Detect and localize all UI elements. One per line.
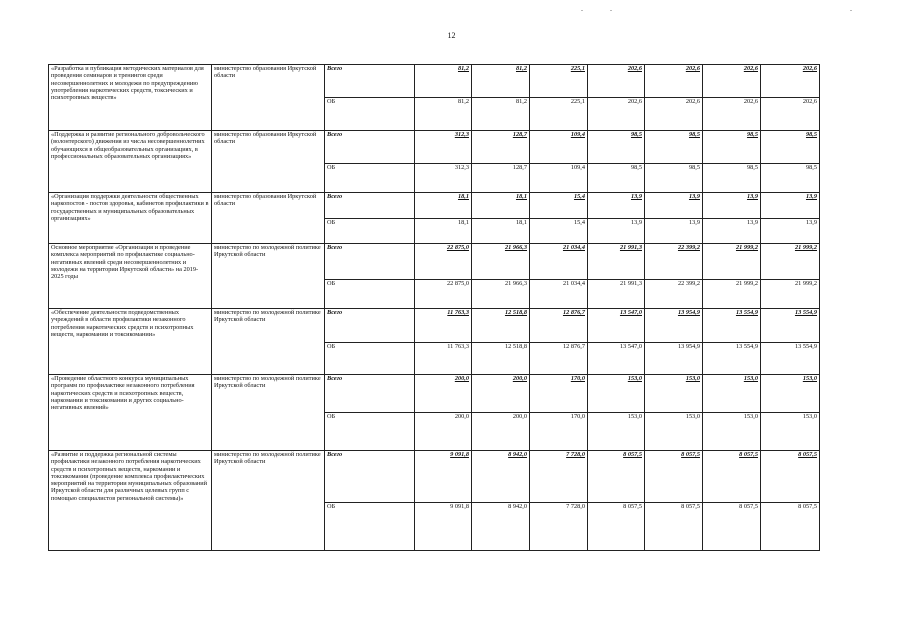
- ob-value: 8 942,0: [472, 503, 530, 551]
- total-value: 8 057,5: [645, 451, 703, 503]
- total-value: 18,1: [472, 193, 530, 219]
- total-value: 8 057,5: [761, 451, 820, 503]
- ob-value: 98,5: [703, 164, 761, 193]
- ob-value: 200,0: [472, 413, 530, 451]
- funding-source-total: Всего: [325, 65, 415, 98]
- funding-source-total: Всего: [325, 193, 415, 219]
- total-value: 21 999,2: [761, 244, 820, 280]
- total-value: 13 954,9: [645, 309, 703, 343]
- total-value: 13,9: [761, 193, 820, 219]
- total-value: 13 554,9: [703, 309, 761, 343]
- total-value: 170,0: [530, 375, 588, 413]
- total-value: 13,9: [588, 193, 645, 219]
- executor-org: министерство образования Иркутской области: [212, 131, 325, 193]
- total-value: 8 057,5: [703, 451, 761, 503]
- table-row-total: [49, 131, 820, 164]
- scan-speck: [850, 10, 852, 11]
- total-value: 7 728,0: [530, 451, 588, 503]
- total-value: 109,4: [530, 131, 588, 164]
- funding-source-total: Всего: [325, 131, 415, 164]
- ob-value: 13 547,0: [588, 343, 645, 375]
- total-value: 9 091,8: [415, 451, 472, 503]
- ob-value: 18,1: [472, 219, 530, 244]
- ob-value: 7 728,0: [530, 503, 588, 551]
- ob-value: 12 518,8: [472, 343, 530, 375]
- ob-value: 13,9: [761, 219, 820, 244]
- ob-value: 202,6: [703, 98, 761, 131]
- total-value: 8 942,0: [472, 451, 530, 503]
- total-value: 225,1: [530, 65, 588, 98]
- total-value: 12 518,8: [472, 309, 530, 343]
- event-name: «Поддержка и развитие регионального добровольческого (волонтерского) движения из числа несовершеннолетних обучающихся в общеобразовательных организациях, в профессиональных образовательных организациях»: [49, 131, 212, 193]
- ob-value: 9 091,8: [415, 503, 472, 551]
- scan-speck: [610, 10, 612, 11]
- ob-value: 21 966,3: [472, 280, 530, 309]
- total-value: 21 034,4: [530, 244, 588, 280]
- table-row-total: [49, 309, 820, 343]
- total-value: 153,0: [761, 375, 820, 413]
- total-value: 13,9: [645, 193, 703, 219]
- total-value: 22 399,2: [645, 244, 703, 280]
- ob-value: 8 057,5: [588, 503, 645, 551]
- ob-value: 15,4: [530, 219, 588, 244]
- event-name: «Разработка и публикация методических материалов для проведения семинаров и тренингов среди несовершеннолетних и молодежи по предупреждению употребления наркотических средств, токсических и психотропных веществ»: [49, 65, 212, 131]
- funding-source-ob: ОБ: [325, 98, 415, 131]
- total-value: 11 763,3: [415, 309, 472, 343]
- ob-value: 153,0: [761, 413, 820, 451]
- ob-value: 13,9: [645, 219, 703, 244]
- funding-source-total: Всего: [325, 309, 415, 343]
- event-name: «Организация поддержки деятельности общественных наркопостов - постов здоровья, кабинетов профилактики в государственных и муниципальных образовательных организациях»: [49, 193, 212, 244]
- funding-source-ob: ОБ: [325, 503, 415, 551]
- ob-value: 18,1: [415, 219, 472, 244]
- ob-value: 8 057,5: [703, 503, 761, 551]
- table-row-total: [49, 244, 820, 280]
- table-row-total: [49, 193, 820, 219]
- ob-value: 128,7: [472, 164, 530, 193]
- ob-value: 200,0: [415, 413, 472, 451]
- ob-value: 202,6: [588, 98, 645, 131]
- ob-value: 202,6: [761, 98, 820, 131]
- total-value: 12 876,7: [530, 309, 588, 343]
- event-name: «Развитие и поддержка региональной системы профилактики незаконного потребления наркотических средств и психотропных веществ, наркомании и токсикомании (проведение комплекса профилактических мероприятий на территории муниципальных образований Иркутской области для различных целевых групп с помощью специалистов региональной системы)»: [49, 451, 212, 551]
- event-name: «Проведение областного конкурса муниципальных программ по профилактике незаконного потребления наркотических средств и психотропных веществ, наркомании и токсикомании и других социально-негативных явлений»: [49, 375, 212, 451]
- ob-value: 153,0: [703, 413, 761, 451]
- ob-value: 153,0: [588, 413, 645, 451]
- ob-value: 21 991,3: [588, 280, 645, 309]
- total-value: 13,9: [703, 193, 761, 219]
- ob-value: 98,5: [761, 164, 820, 193]
- ob-value: 13 554,9: [703, 343, 761, 375]
- total-value: 312,3: [415, 131, 472, 164]
- ob-value: 12 876,7: [530, 343, 588, 375]
- ob-value: 8 057,5: [645, 503, 703, 551]
- executor-org: министерство образования Иркутской области: [212, 193, 325, 244]
- ob-value: 153,0: [645, 413, 703, 451]
- table-row-total: [49, 375, 820, 413]
- executor-org: министерство по молодежной политике Иркутской области: [212, 451, 325, 551]
- total-value: 202,6: [703, 65, 761, 98]
- page-number: 12: [447, 31, 456, 40]
- ob-value: 312,3: [415, 164, 472, 193]
- total-value: 22 875,0: [415, 244, 472, 280]
- funding-source-ob: ОБ: [325, 343, 415, 375]
- funding-source-total: Всего: [325, 244, 415, 280]
- total-value: 13 554,9: [761, 309, 820, 343]
- funding-source-total: Всего: [325, 451, 415, 503]
- total-value: 81,2: [472, 65, 530, 98]
- ob-value: 21 034,4: [530, 280, 588, 309]
- total-value: 200,0: [415, 375, 472, 413]
- ob-value: 13,9: [588, 219, 645, 244]
- funding-source-ob: ОБ: [325, 219, 415, 244]
- total-value: 21 991,3: [588, 244, 645, 280]
- total-value: 128,7: [472, 131, 530, 164]
- executor-org: министерство по молодежной политике Иркутской области: [212, 309, 325, 375]
- total-value: 202,6: [761, 65, 820, 98]
- event-name: Основное мероприятие «Организация и проведение комплекса мероприятий по профилактике социально-негативных явлений среди несовершеннолетних и молодежи на территории Иркутской области» на 2019-2025 годы: [49, 244, 212, 309]
- ob-value: 202,6: [645, 98, 703, 131]
- ob-value: 8 057,5: [761, 503, 820, 551]
- ob-value: 13 954,9: [645, 343, 703, 375]
- total-value: 98,5: [588, 131, 645, 164]
- total-value: 8 057,5: [588, 451, 645, 503]
- ob-value: 170,0: [530, 413, 588, 451]
- total-value: 200,0: [472, 375, 530, 413]
- total-value: 153,0: [588, 375, 645, 413]
- ob-value: 22 399,2: [645, 280, 703, 309]
- executor-org: министерство по молодежной политике Иркутской области: [212, 244, 325, 309]
- total-value: 18,1: [415, 193, 472, 219]
- ob-value: 109,4: [530, 164, 588, 193]
- ob-value: 21 999,2: [761, 280, 820, 309]
- ob-value: 13 554,9: [761, 343, 820, 375]
- table-row-total: [49, 451, 820, 503]
- executor-org: министерство образования Иркутской области: [212, 65, 325, 131]
- total-value: 98,5: [703, 131, 761, 164]
- total-value: 153,0: [703, 375, 761, 413]
- ob-value: 22 875,0: [415, 280, 472, 309]
- budget-table: [48, 64, 820, 551]
- funding-source-ob: ОБ: [325, 164, 415, 193]
- total-value: 153,0: [645, 375, 703, 413]
- ob-value: 81,2: [415, 98, 472, 131]
- executor-org: министерство по молодежной политике Иркутской области: [212, 375, 325, 451]
- total-value: 21 966,3: [472, 244, 530, 280]
- scan-speck: [581, 10, 583, 11]
- total-value: 202,6: [645, 65, 703, 98]
- funding-source-ob: ОБ: [325, 413, 415, 451]
- funding-source-total: Всего: [325, 375, 415, 413]
- total-value: 202,6: [588, 65, 645, 98]
- total-value: 13 547,0: [588, 309, 645, 343]
- ob-value: 98,5: [645, 164, 703, 193]
- ob-value: 11 763,3: [415, 343, 472, 375]
- ob-value: 21 999,2: [703, 280, 761, 309]
- total-value: 21 999,2: [703, 244, 761, 280]
- funding-source-ob: ОБ: [325, 280, 415, 309]
- total-value: 98,5: [645, 131, 703, 164]
- ob-value: 81,2: [472, 98, 530, 131]
- event-name: «Обеспечение деятельности подведомственных учреждений в области профилактики незаконного потребления наркотических средств и психотропных веществ, наркомании и токсикомании»: [49, 309, 212, 375]
- ob-value: 13,9: [703, 219, 761, 244]
- total-value: 98,5: [761, 131, 820, 164]
- total-value: 15,4: [530, 193, 588, 219]
- total-value: 81,2: [415, 65, 472, 98]
- table-row-total: [49, 65, 820, 98]
- ob-value: 225,1: [530, 98, 588, 131]
- ob-value: 98,5: [588, 164, 645, 193]
